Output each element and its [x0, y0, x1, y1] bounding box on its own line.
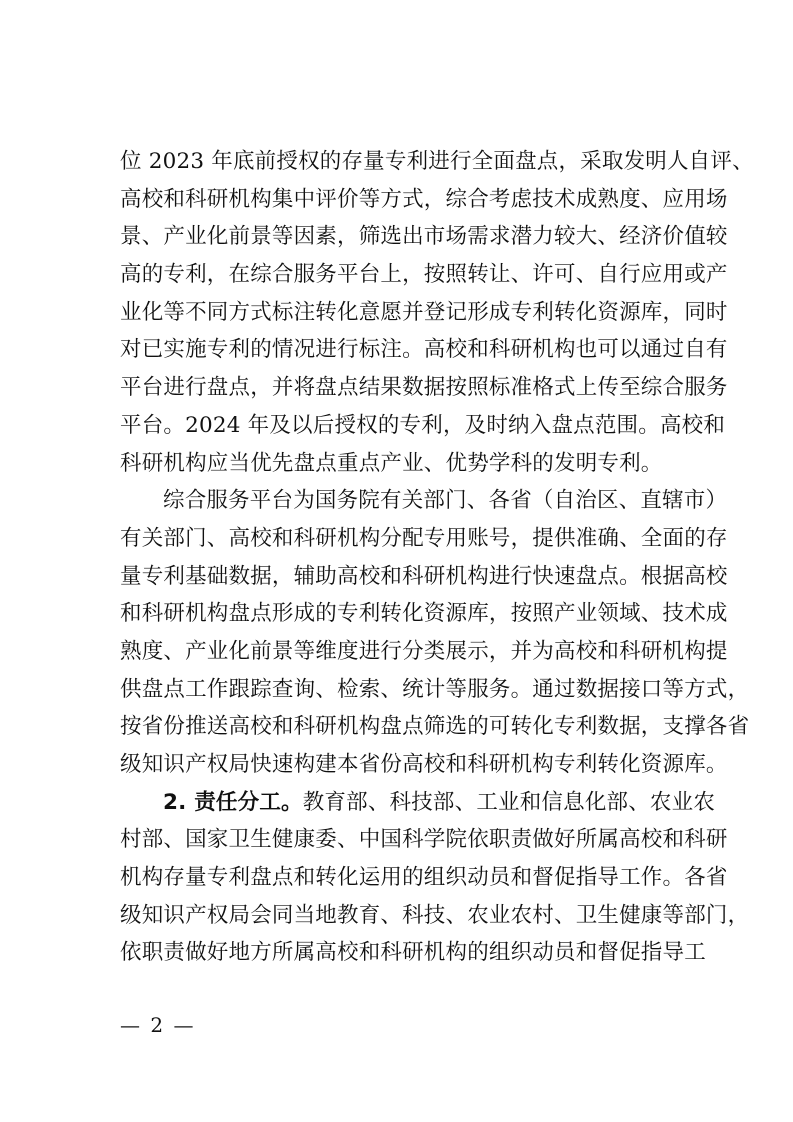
page-number: — 2 — — [120, 1013, 196, 1037]
paragraph-line: 级知识产权局会同当地教育、科技、农业农村、卫生健康等部门， — [120, 902, 750, 928]
paragraph-line: 景、产业化前景等因素，筛选出市场需求潜力较大、经济价值较 — [120, 224, 728, 250]
paragraph-line: 平台进行盘点，并将盘点结果数据按照标准格式上传至综合服务 — [120, 375, 728, 401]
section-heading: 2. 责任分工。 — [163, 789, 303, 815]
paragraph-1 — [120, 143, 754, 482]
paragraph-line: 按省份推送高校和科研机构盘点筛选的可转化专利数据，支撑各省 — [120, 714, 750, 740]
paragraph-line: 科研机构应当优先盘点重点产业、优势学科的发明专利。 — [120, 450, 663, 476]
paragraph-line — [120, 784, 716, 822]
paragraph-line: 平台。2024 年及以后授权的专利，及时纳入盘点范围。高校和 — [120, 412, 726, 438]
paragraph-line: 高校和科研机构集中评价等方式，综合考虑技术成熟度、应用场 — [120, 186, 728, 212]
paragraph-line: 级知识产权局快速构建本省份高校和科研机构专利转化资源库。 — [120, 752, 728, 777]
paragraph-text: 教育部、科技部、工业和信息化部、农业农 — [302, 789, 716, 815]
paragraph-line: 位 2023 年底前授权的存量专利进行全面盘点，采取发明人自评、 — [120, 149, 754, 174]
paragraph-line: 和科研机构盘点形成的专利转化资源库，按照产业领域、技术成 — [120, 601, 728, 627]
paragraph-line: 机构存量专利盘点和转化运用的组织动员和督促指导工作。各省 — [120, 865, 728, 891]
paragraph-3 — [120, 784, 750, 972]
paragraph-line: 村部、国家卫生健康委、中国科学院依职责做好所属高校和科研 — [120, 827, 728, 853]
paragraph-line: 供盘点工作跟踪查询、检索、统计等服务。通过数据接口等方式， — [120, 676, 750, 702]
paragraph-line: 对已实施专利的情况进行标注。高校和科研机构也可以通过自有 — [120, 337, 728, 363]
paragraph-line: 熟度、产业化前景等维度进行分类展示，并为高校和科研机构提 — [120, 638, 728, 664]
paragraph-line: 高的专利，在综合服务平台上，按照转让、许可、自行应用或产 — [120, 262, 728, 288]
paragraph-line: 综合服务平台为国务院有关部门、各省（自治区、直辖市） — [163, 488, 728, 514]
paragraph-line: 业化等不同方式标注转化意愿并登记形成专利转化资源库，同时 — [120, 299, 728, 325]
body-text — [120, 143, 754, 972]
paragraph-line: 量专利基础数据，辅助高校和科研机构进行快速盘点。根据高校 — [120, 563, 728, 589]
paragraph-line: 依职责做好地方所属高校和科研机构的组织动员和督促指导工 — [120, 940, 706, 966]
paragraph-line: 有关部门、高校和科研机构分配专用账号，提供准确、全面的存 — [120, 525, 728, 551]
paragraph-2 — [120, 482, 750, 784]
